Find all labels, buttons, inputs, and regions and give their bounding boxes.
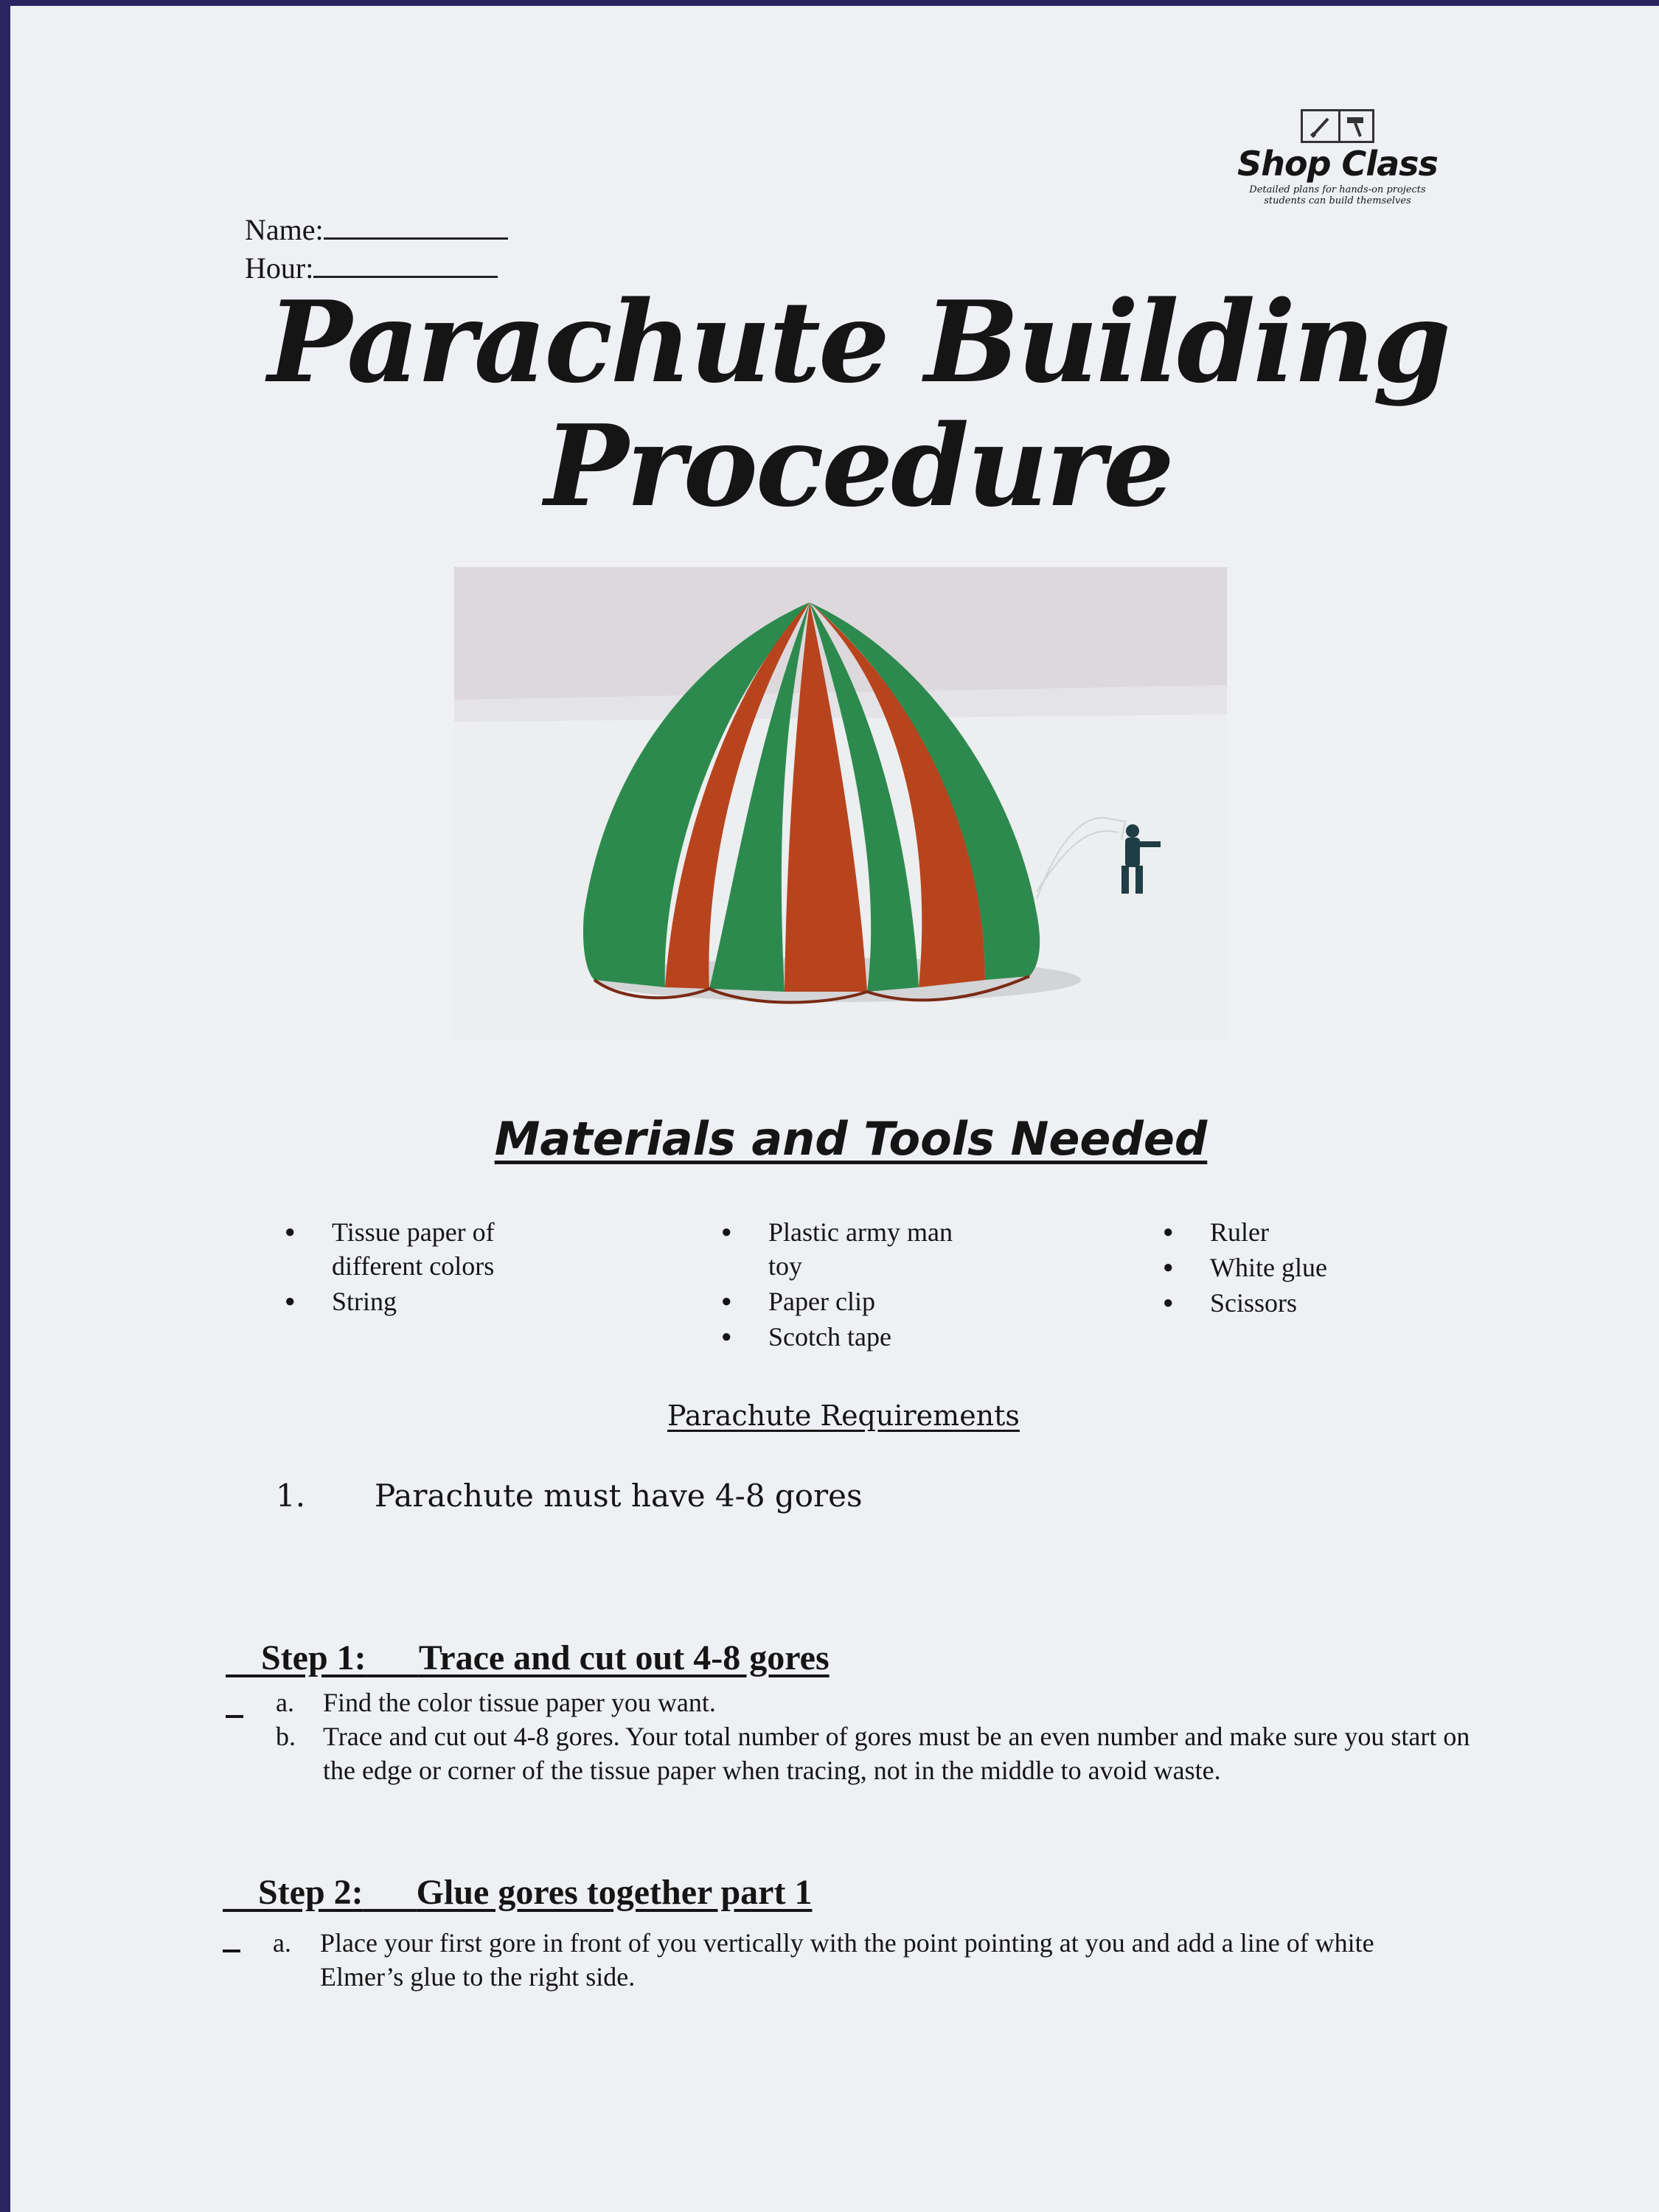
step-1-items	[276, 1686, 1485, 1787]
requirement-item	[276, 1478, 863, 1514]
step-title: Glue gores together part 1	[416, 1873, 813, 1912]
tools-icon	[1301, 109, 1374, 143]
list-item: ● Paper clip	[721, 1284, 964, 1318]
requirement-text: Parachute must have 4-8 gores	[375, 1478, 863, 1514]
worksheet-page	[10, 6, 1659, 2212]
parachute-photo	[454, 567, 1227, 1040]
materials-heading: Materials and Tools Needed	[494, 1112, 1208, 1166]
list-item: ● Scissors	[1163, 1286, 1406, 1320]
requirement-number: 1.	[276, 1478, 306, 1514]
materials-column-3	[1163, 1215, 1406, 1321]
list-item	[276, 1686, 1485, 1719]
requirements-heading: Parachute Requirements	[667, 1399, 1020, 1432]
list-item	[276, 1719, 1485, 1787]
step-label: Step 2:	[258, 1873, 364, 1912]
step-label: Step 1:	[261, 1638, 366, 1677]
list-item: ● White glue	[1163, 1251, 1406, 1284]
name-label: Name:	[245, 213, 324, 246]
title-line-2: Procedure	[544, 400, 1172, 532]
item-text: Place your first gore in front of you vertically with the point pointing at you and add a line of white Elmer’s glue to the right side.	[320, 1928, 1374, 1992]
item-text: Trace and cut out 4-8 gores. Your total number of gores must be an even number and make sure you start on the edge or corner of the tissue paper when tracing, not in the middle to avoid waste.	[323, 1722, 1470, 1785]
item-letter: b.	[276, 1722, 296, 1751]
list-item: ● Scotch tape	[721, 1320, 964, 1354]
list-item: ● Ruler	[1163, 1215, 1406, 1249]
logo-tagline: Detailed plans for hands-on projects students can build themselves	[1249, 184, 1426, 206]
name-field[interactable]	[245, 214, 508, 246]
list-item: ● Plastic army man toy	[721, 1215, 964, 1283]
list-item: ● Tissue paper of different colors	[285, 1215, 528, 1283]
shop-class-logo	[1220, 109, 1455, 206]
logo-name: Shop Class	[1237, 144, 1438, 184]
page-title	[158, 276, 1559, 532]
list-item	[273, 1926, 1423, 1994]
item-letter: a.	[276, 1688, 294, 1717]
step-2-items	[273, 1926, 1423, 1994]
step-title: Trace and cut out 4-8 gores	[418, 1638, 830, 1677]
hour-blank[interactable]	[313, 254, 498, 278]
name-blank[interactable]	[324, 215, 508, 240]
list-item: ● String	[285, 1284, 528, 1318]
materials-column-2	[721, 1215, 964, 1355]
item-letter: a.	[273, 1928, 291, 1958]
item-text: Find the color tissue paper you want.	[323, 1688, 716, 1717]
hour-label: Hour:	[245, 251, 314, 285]
title-line-1: Parachute Building	[268, 276, 1449, 408]
materials-column-1	[285, 1215, 528, 1320]
